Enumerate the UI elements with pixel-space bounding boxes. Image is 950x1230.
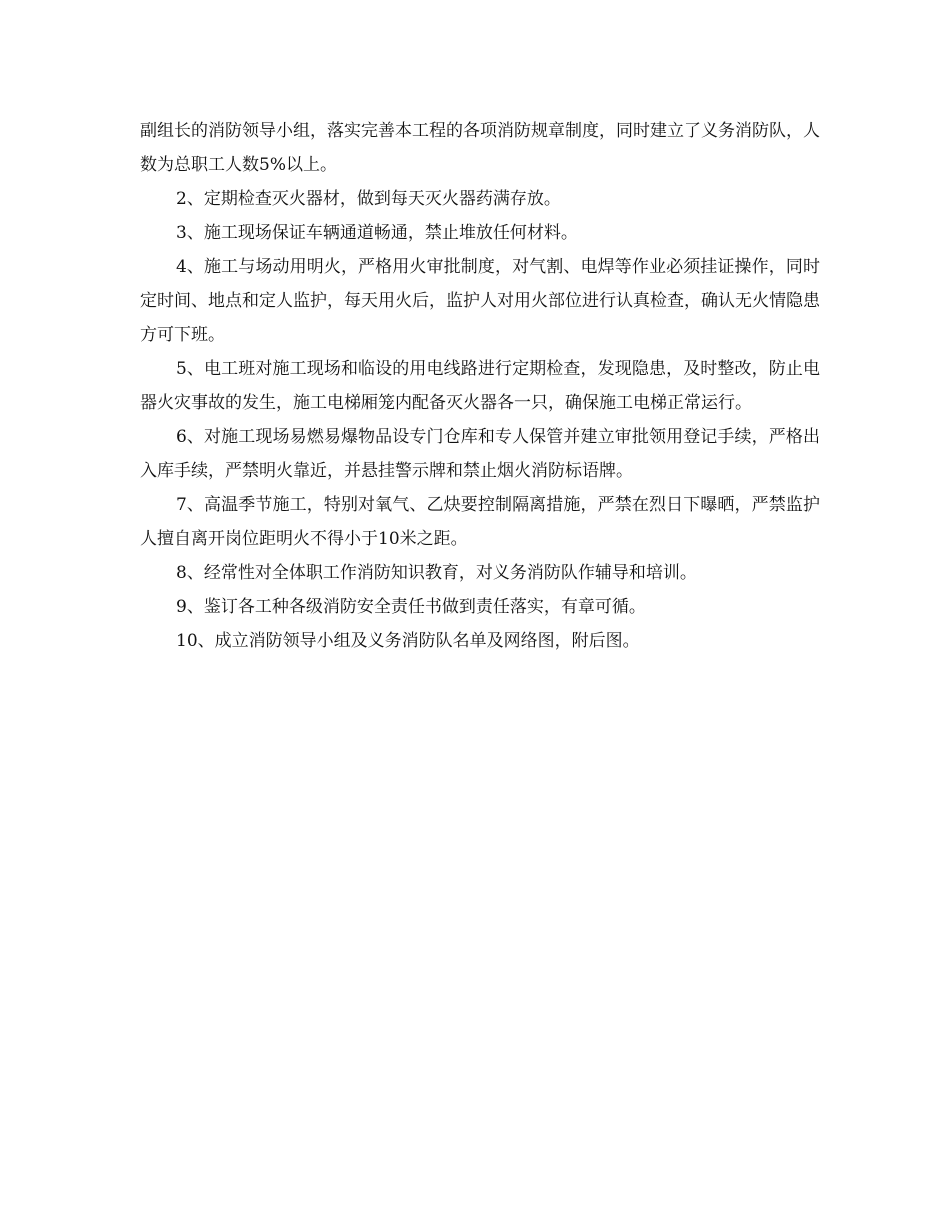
paragraph-item-5: 5、电工班对施工现场和临设的用电线路进行定期检查，发现隐患，及时整改，防止电器火灾事故的发生，施工电梯厢笼内配备灭火器各一只，确保施工电梯正常运行。 [140, 359, 820, 413]
document-body [140, 114, 820, 658]
paragraph-item-6: 6、对施工现场易燃易爆物品设专门仓库和专人保管并建立审批领用登记手续，严格出入库手续，严禁明火靠近，并悬挂警示牌和禁止烟火消防标语牌。 [140, 427, 820, 481]
paragraph-item-9: 9、鉴订各工种各级消防安全责任书做到责任落实，有章可循。 [176, 597, 646, 617]
paragraph-continuation: 副组长的消防领导小组，落实完善本工程的各项消防规章制度，同时建立了义务消防队，人数为总职工人数5%以上。 [140, 121, 820, 175]
paragraph-item-3: 3、施工现场保证车辆通道畅通，禁止堆放任何材料。 [176, 223, 578, 243]
paragraph-item-8: 8、经常性对全体职工作消防知识教育，对义务消防队作辅导和培训。 [176, 563, 697, 583]
paragraph-item-10: 10、成立消防领导小组及义务消防队名单及网络图，附后图。 [176, 631, 640, 651]
paragraph-item-2: 2、定期检查灭火器材，做到每天灭火器药满存放。 [176, 189, 561, 209]
paragraph-item-7: 7、高温季节施工，特别对氧气、乙炔要控制隔离措施，严禁在烈日下曝晒，严禁监护人擅自离开岗位距明火不得小于10米之距。 [140, 495, 820, 549]
paragraph-item-4: 4、施工与场动用明火，严格用火审批制度，对气割、电焊等作业必须挂证操作，同时定时间、地点和定人监护，每天用火后，监护人对用火部位进行认真检查，确认无火情隐患方可下班。 [140, 257, 820, 345]
